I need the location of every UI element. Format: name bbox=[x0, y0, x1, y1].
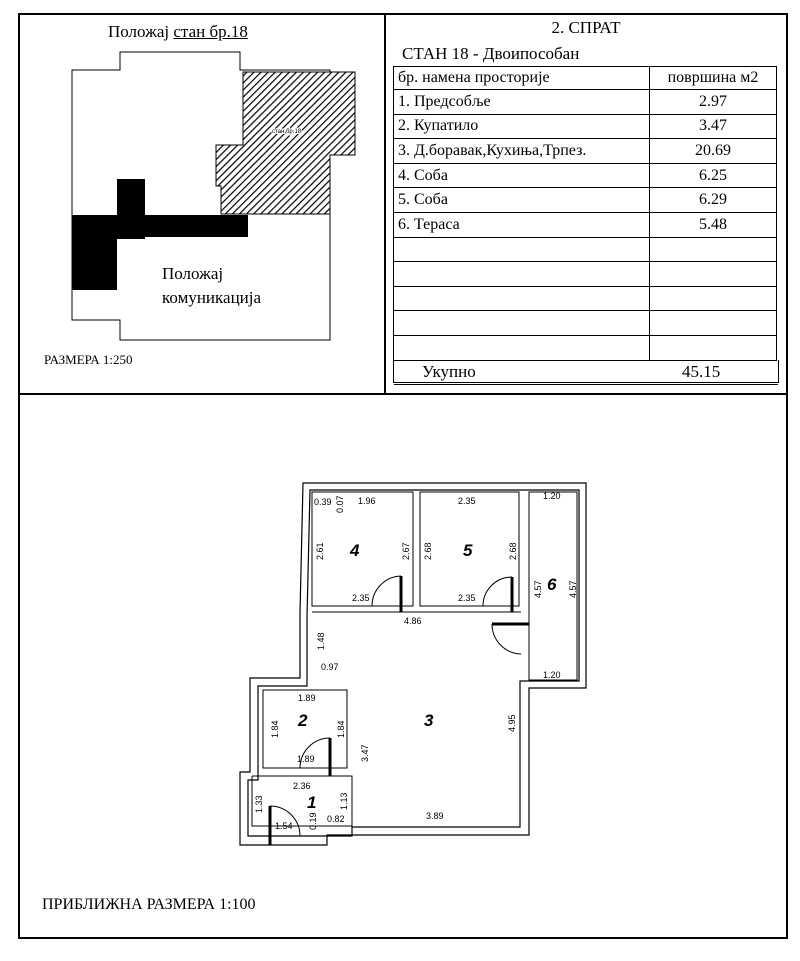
dim-r6-bottom: 1.20 bbox=[543, 670, 561, 680]
communication-label bbox=[162, 262, 261, 310]
room-area-cell bbox=[650, 237, 777, 262]
table-row bbox=[394, 286, 777, 311]
room-area-cell bbox=[650, 311, 777, 336]
room-area-cell: 5.48 bbox=[650, 212, 777, 237]
communication-label-line2: комуникација bbox=[162, 288, 262, 307]
keyplan-scale: РАЗМЕРА 1:250 bbox=[44, 352, 133, 367]
dim-corridor-left: 1.48 bbox=[316, 632, 326, 650]
room-name-cell bbox=[394, 335, 650, 360]
room-number-2: 2 bbox=[298, 711, 308, 730]
dim-r1-top: 2.36 bbox=[293, 781, 311, 791]
dim-r1-left: 1.33 bbox=[254, 795, 264, 813]
dim-r3-left: 3.47 bbox=[360, 744, 370, 762]
room-area-cell: 20.69 bbox=[650, 139, 777, 164]
table-row bbox=[394, 311, 777, 336]
dim-r6-top: 1.20 bbox=[543, 491, 561, 501]
door-terrace bbox=[492, 624, 521, 654]
room-area-cell bbox=[650, 262, 777, 287]
dim-r4-left: 2.61 bbox=[315, 542, 325, 560]
dim-r4-bottom: 2.35 bbox=[352, 593, 370, 603]
dim-r2-top: 1.89 bbox=[298, 693, 316, 703]
dim-r2-right: 1.84 bbox=[336, 720, 346, 738]
dim-r1-bottom: 1.54 bbox=[275, 821, 293, 831]
table-row bbox=[394, 212, 777, 237]
room-area-cell bbox=[650, 335, 777, 360]
room-area-table bbox=[393, 66, 777, 361]
room-numbers bbox=[297, 541, 557, 812]
room-area-cell bbox=[650, 286, 777, 311]
room-area-cell: 6.25 bbox=[650, 163, 777, 188]
dim-r4-corner-b: 0.07 bbox=[335, 495, 345, 513]
floor-plan bbox=[240, 483, 586, 845]
dim-r1-small-a: 0.19 bbox=[308, 812, 318, 830]
keyplan-title-unit: стан бр.18 bbox=[173, 22, 248, 41]
total-value: 45.15 bbox=[682, 362, 721, 381]
dim-r3-bottom: 3.89 bbox=[426, 811, 444, 821]
total-underline bbox=[394, 384, 778, 385]
dim-r1-small-b: 0.82 bbox=[327, 814, 345, 824]
table-row bbox=[394, 237, 777, 262]
room-name-cell: 2. Купатило bbox=[394, 114, 650, 139]
room-number-1: 1 bbox=[307, 793, 317, 812]
table-header-row bbox=[394, 67, 777, 90]
dim-r4-right: 2.67 bbox=[401, 542, 411, 560]
floor-title: 2. СПРАТ bbox=[551, 18, 621, 37]
keyplan-title-prefix: Положај bbox=[108, 22, 174, 41]
room-name-cell: 1. Предсобље bbox=[394, 90, 650, 115]
table-row bbox=[394, 163, 777, 188]
unit-title: СТАН 18 - Двоипособан bbox=[402, 44, 580, 63]
room-name-cell: 6. Тераса bbox=[394, 212, 650, 237]
door-room-4 bbox=[372, 576, 401, 606]
room-name-cell bbox=[394, 311, 650, 336]
room-name-cell: 3. Д.боравак,Кухиња,Трпез. bbox=[394, 139, 650, 164]
room-name-cell bbox=[394, 286, 650, 311]
room-name-cell: 5. Соба bbox=[394, 188, 650, 213]
room-4-outline bbox=[312, 492, 413, 606]
room-number-5: 5 bbox=[463, 541, 473, 560]
table-row bbox=[394, 139, 777, 164]
floorplan-scale: ПРИБЛИЖНА РАЗМЕРА 1:100 bbox=[42, 896, 256, 913]
dim-r5-top: 2.35 bbox=[458, 496, 476, 506]
room-name-cell bbox=[394, 237, 650, 262]
table-row bbox=[394, 262, 777, 287]
dim-r2-left: 1.84 bbox=[270, 720, 280, 738]
room-area-cell: 3.47 bbox=[650, 114, 777, 139]
communication-label-line1: Положај bbox=[162, 264, 224, 283]
room-area-cell: 6.29 bbox=[650, 188, 777, 213]
dim-r3-right: 4.95 bbox=[507, 714, 517, 732]
table-row bbox=[394, 335, 777, 360]
header-room: бр. намена просторије bbox=[394, 67, 650, 90]
dim-r2-bottom: 1.89 bbox=[297, 754, 315, 764]
dim-r6-right: 4.57 bbox=[568, 580, 578, 598]
dim-r4-corner-a: 0.39 bbox=[314, 497, 332, 507]
dim-r4-top: 1.96 bbox=[358, 496, 376, 506]
room-area-cell: 2.97 bbox=[650, 90, 777, 115]
room-name-cell bbox=[394, 262, 650, 287]
room-number-6: 6 bbox=[547, 575, 557, 594]
dim-r6-left: 4.57 bbox=[533, 580, 543, 598]
room-number-4: 4 bbox=[350, 541, 360, 560]
dim-r5-left: 2.68 bbox=[423, 542, 433, 560]
table-row bbox=[394, 90, 777, 115]
dim-r5-right: 2.68 bbox=[508, 542, 518, 560]
table-row bbox=[394, 114, 777, 139]
dim-corridor-width: 4.86 bbox=[404, 616, 422, 626]
total-label: Укупно bbox=[422, 362, 476, 381]
room-number-3: 3 bbox=[424, 711, 434, 730]
table-row bbox=[394, 188, 777, 213]
total-row bbox=[393, 360, 779, 383]
room-name-cell: 4. Соба bbox=[394, 163, 650, 188]
dim-r1-right: 1.13 bbox=[339, 792, 349, 810]
communication-block-lift bbox=[72, 215, 117, 290]
door-room-5 bbox=[483, 577, 512, 606]
header-area: површина м2 bbox=[650, 67, 777, 90]
dim-corridor-step: 0.97 bbox=[321, 662, 339, 672]
unit-18-tag: стан бр.18 bbox=[272, 129, 302, 135]
dim-r5-bottom: 2.35 bbox=[458, 593, 476, 603]
